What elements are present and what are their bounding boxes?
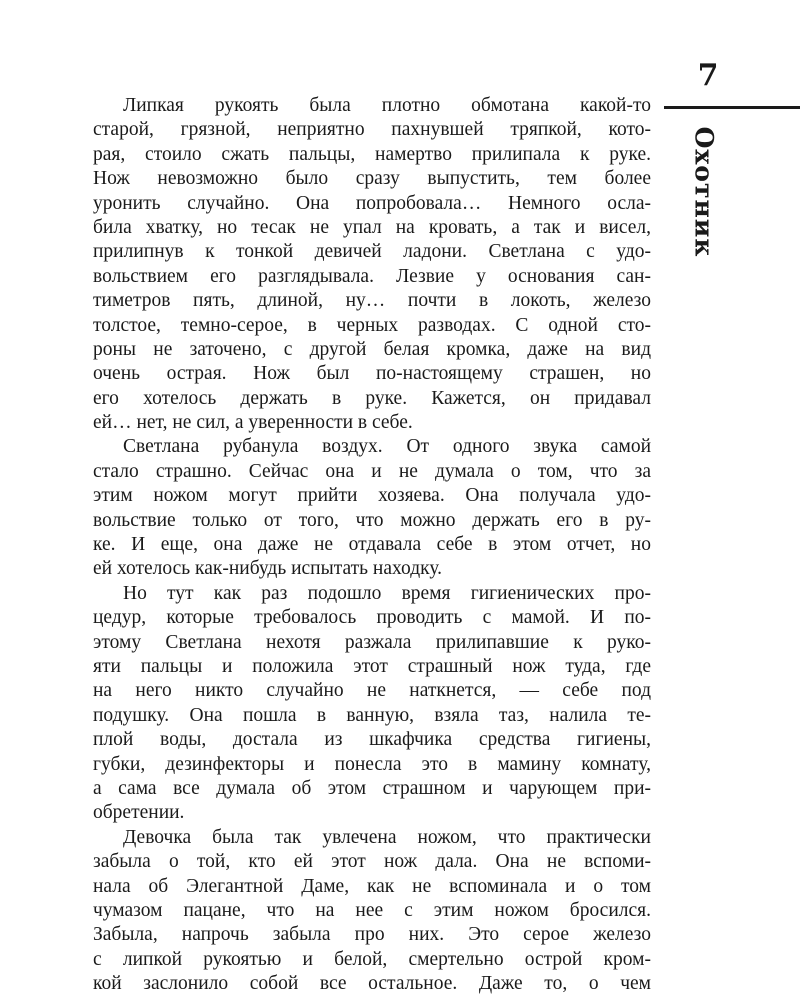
header-rule	[664, 106, 800, 109]
text-line: цедур, которые требовалось проводить с мамой. И по-	[93, 607, 651, 629]
text-line: яти пальцы и положила этот страшный нож туда, где	[93, 655, 651, 677]
text-line: с липкой рукоятью и белой, смертельно острой кром-	[93, 948, 651, 970]
text-line: Но тут как раз подошло время гигиенических про-	[123, 582, 651, 604]
text-line: стало страшно. Сейчас она и не думала о том, что за	[93, 460, 651, 482]
text-line: рая, стоило сжать пальцы, намертво прилипала к руке.	[93, 143, 651, 165]
text-line: этому Светлана нехотя разжала прилипавшие к руко-	[93, 631, 651, 653]
text-line: вольствием его разглядывала. Лезвие у основания сан-	[93, 265, 651, 287]
running-title: Охотник	[689, 126, 719, 258]
text-line: очень острая. Нож был по-настоящему страшен, но	[93, 363, 651, 385]
text-line: губки, дезинфекторы и понесла это в мамину комнату,	[93, 753, 651, 775]
text-line: ей… нет, не сил, а уверенности в себе.	[93, 412, 413, 434]
text-line: а сама все думала об этом страшном и чарующем при-	[93, 777, 651, 799]
text-line: вольствие только от того, что можно держать его в ру-	[93, 509, 651, 531]
text-line: Нож невозможно было сразу выпустить, тем более	[93, 168, 651, 190]
text-line: плой воды, достала из шкафчика средства гигиены,	[93, 729, 651, 751]
page-number: 7	[697, 58, 719, 93]
text-line: его хотелось держать в руке. Кажется, он придавал	[93, 387, 651, 409]
text-line: старой, грязной, неприятно пахнувшей тряпкой, кото-	[93, 119, 651, 141]
text-line: роны не заточено, с другой белая кромка, даже на вид	[93, 338, 651, 360]
body-text	[93, 94, 651, 996]
text-line: толстое, темно-серое, в черных разводах. С одной сто-	[93, 314, 651, 336]
text-line: чумазом пацане, что на нее с этим ножом бросился.	[93, 899, 651, 921]
text-line: на него никто случайно не наткнется, — себе под	[93, 680, 651, 702]
text-line: тиметров пять, длиной, ну… почти в локоть, железо	[93, 290, 651, 312]
text-line: Девочка была так увлечена ножом, что практически	[123, 826, 651, 848]
text-line: Липкая рукоять была плотно обмотана какой-то	[123, 95, 651, 116]
text-line: уронить случайно. Она попробовала… Немного осла-	[93, 192, 651, 214]
text-line: ке. И еще, она даже не отдавала себе в этом отчет, но	[93, 534, 651, 556]
text-line: ей хотелось как-нибудь испытать находку.	[93, 558, 443, 580]
text-line: била хватку, но тесак не упал на кровать, а так и висел,	[93, 216, 651, 238]
text-line: обретении.	[93, 802, 185, 824]
text-line: Забыла, напрочь забыла про них. Это серое железо	[93, 924, 651, 946]
text-line: нала об Элегантной Даме, как не вспоминала и о том	[93, 875, 651, 897]
text-line: забыла о той, кто ей этот нож дала. Она не вспоми-	[93, 851, 651, 873]
text-line: Светлана рубанула воздух. От одного звука самой	[123, 436, 651, 458]
text-line: кой заслонило собой все остальное. Даже то, о чем	[93, 973, 651, 995]
text-line: прилипнув к тонкой девичей ладони. Светлана с удо-	[93, 241, 651, 263]
text-line: этим ножом могут прийти хозяева. Она получала удо-	[93, 485, 651, 507]
text-line: подушку. Она пошла в ванную, взяла таз, налила те-	[93, 704, 651, 726]
